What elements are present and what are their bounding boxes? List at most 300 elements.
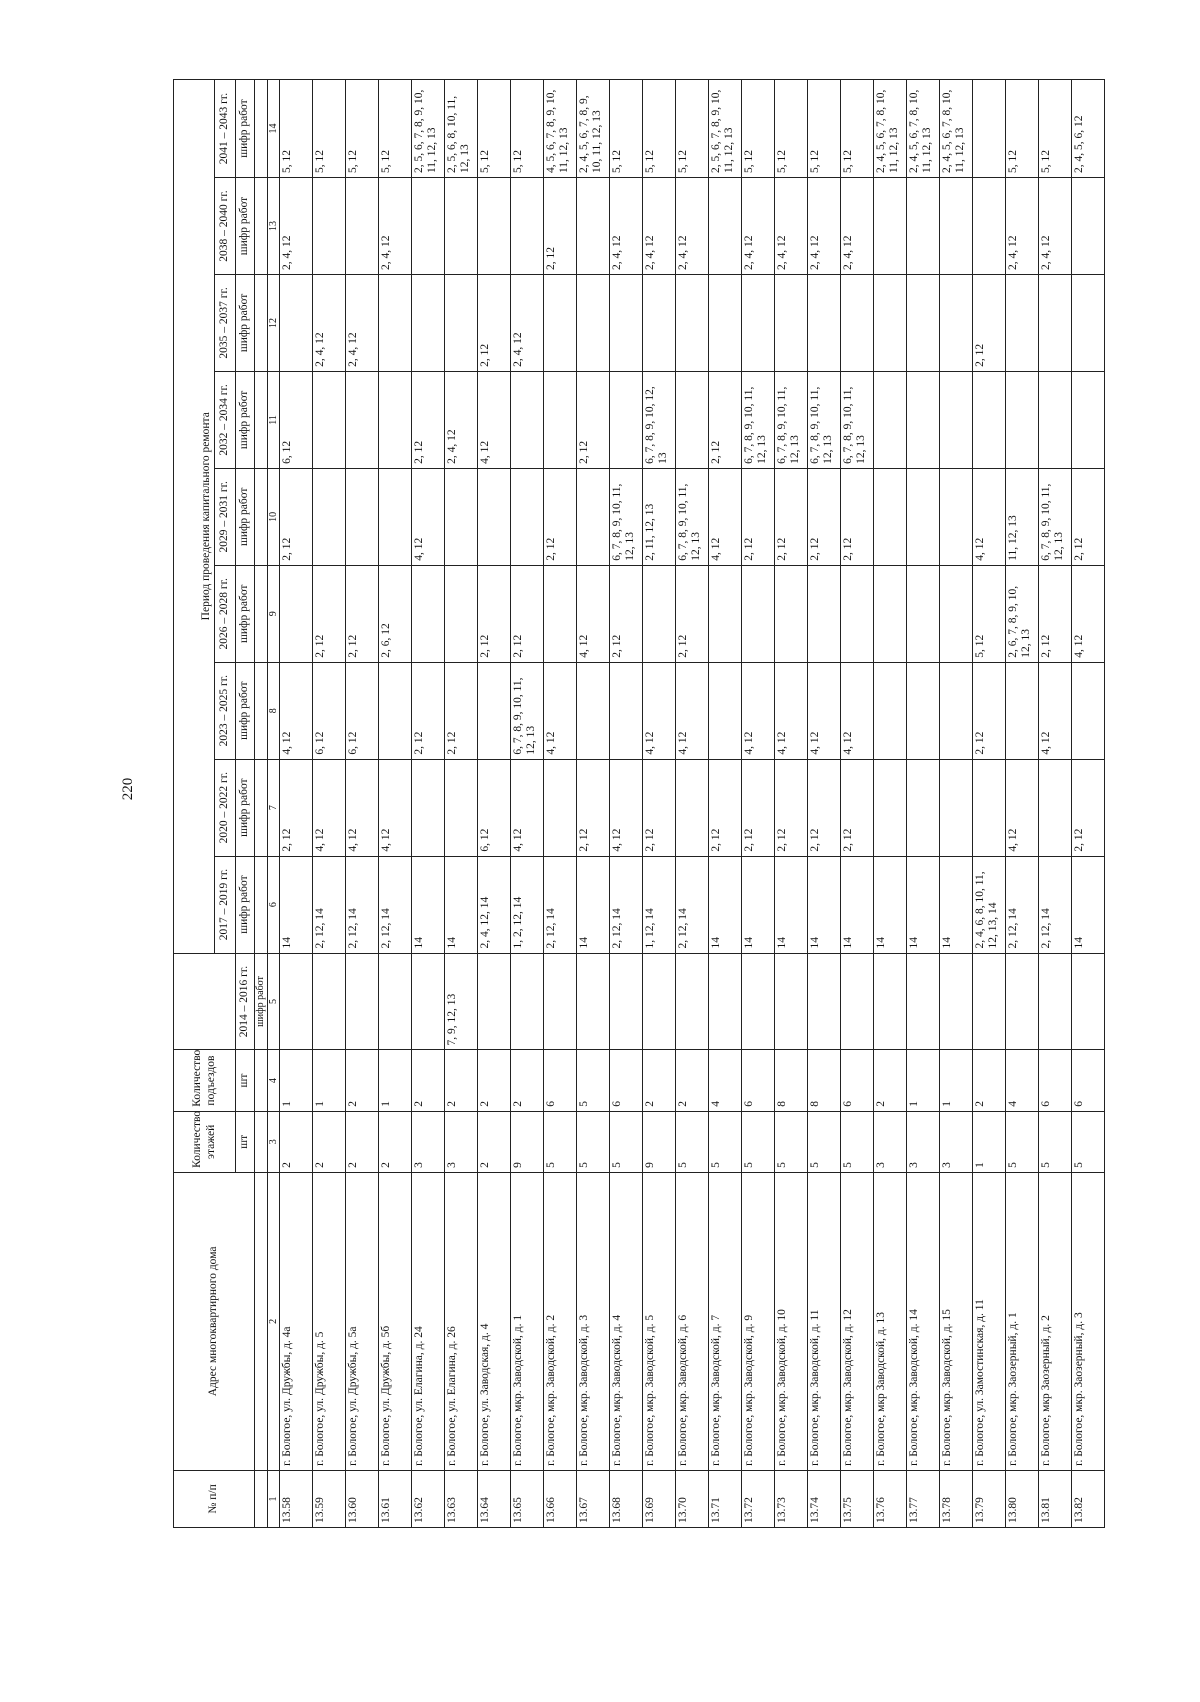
work-codes-cell: 2, 4, 12 [1006,178,1039,275]
floor-count: 5 [709,1111,742,1172]
house-address: г. Бологое, мкр. Заводской, д. 7 [709,1172,742,1470]
work-codes-cell [1072,662,1105,759]
house-address: г. Бологое, мкр. Заводской, д. 1 [511,1172,544,1470]
work-codes-cell: 6, 7, 8, 9, 10, 11, 12, 13 [841,371,874,468]
work-codes-cell [940,371,973,468]
work-codes-cell: 11, 12, 13 [1006,468,1039,565]
work-codes-cell [610,274,643,371]
work-codes-cell [610,371,643,468]
work-codes-cell: 2, 4, 12 [346,274,379,371]
entrance-count: 2 [676,1050,709,1111]
work-codes-cell: 2, 5, 6, 8, 10, 11, 12, 13 [445,80,478,178]
floor-count: 2 [280,1111,313,1172]
entrance-count: 1 [907,1050,940,1111]
work-codes-cell [907,953,940,1050]
work-codes-cell: 4, 12 [1039,662,1072,759]
header-entrances: Количество подъездов [174,1050,236,1111]
table-row [313,80,346,1528]
work-codes-cell [676,371,709,468]
entrance-count: 1 [940,1050,973,1111]
floor-count: 5 [1072,1111,1105,1172]
work-codes-cell [610,953,643,1050]
work-codes-cell [478,468,511,565]
entrance-count: 6 [544,1050,577,1111]
work-codes-cell [280,274,313,371]
work-codes-cell [709,178,742,275]
work-codes-cell [643,565,676,662]
entrance-count: 2 [874,1050,907,1111]
header-floors: Количество этажей [174,1111,236,1172]
work-codes-cell: 2, 12, 14 [379,856,412,953]
header-year: 2026 – 2028 гг. [215,565,236,662]
row-number: 13.67 [577,1470,610,1527]
header-blank [255,178,268,275]
house-address: г. Бологое, мкр. Заозерный, д. 3 [1072,1172,1105,1470]
work-codes-cell: 2, 12 [808,468,841,565]
header-work-code: шифр работ [236,856,255,953]
house-address: г. Бологое, ул. Дружбы, д. 4а [280,1172,313,1470]
entrance-count: 8 [775,1050,808,1111]
work-codes-cell [874,953,907,1050]
work-codes-cell: 2, 4, 12 [808,178,841,275]
work-codes-cell: 4, 12 [280,662,313,759]
column-number: 4 [268,1050,280,1111]
header-year: 2035 – 2037 гг. [215,274,236,371]
floor-count: 5 [808,1111,841,1172]
work-codes-cell [346,468,379,565]
work-codes-cell: 2, 12 [610,565,643,662]
work-codes-cell [1006,371,1039,468]
work-codes-cell [874,468,907,565]
entrance-count: 6 [742,1050,775,1111]
column-number-row [268,80,280,1528]
work-codes-cell [742,953,775,1050]
work-codes-cell: 2, 12 [1072,759,1105,856]
floor-count: 3 [445,1111,478,1172]
repair-schedule-table [173,79,1105,1528]
work-codes-cell: 2, 12 [676,565,709,662]
row-number: 13.76 [874,1470,907,1527]
table-row [544,80,577,1528]
table-row [874,80,907,1528]
house-address: г. Бологое, мкр. Заводской, д. 6 [676,1172,709,1470]
floor-count: 3 [940,1111,973,1172]
work-codes-cell [379,953,412,1050]
work-codes-cell: 2, 12 [577,759,610,856]
work-codes-cell [676,953,709,1050]
entrance-count: 1 [313,1050,346,1111]
work-codes-cell [676,274,709,371]
work-codes-cell: 6, 7, 8, 9, 10, 11, 12, 13 [610,468,643,565]
column-number: 7 [268,759,280,856]
work-codes-cell: 2, 12 [478,274,511,371]
work-codes-cell: 2, 12 [346,565,379,662]
table-row [643,80,676,1528]
work-codes-cell: 2, 5, 6, 7, 8, 9, 10, 11, 12, 13 [412,80,445,178]
work-codes-cell: 2, 4, 12 [841,178,874,275]
entrance-count: 2 [511,1050,544,1111]
work-codes-cell: 5, 12 [1006,80,1039,178]
floor-count: 5 [841,1111,874,1172]
entrance-count: 2 [973,1050,1006,1111]
work-codes-cell: 2, 4, 12 [610,178,643,275]
row-number: 13.65 [511,1470,544,1527]
house-address: г. Бологое, ул. Дружбы, д. 5 [313,1172,346,1470]
work-codes-cell: 2, 4, 12 [379,178,412,275]
work-codes-cell: 4, 12 [544,662,577,759]
work-codes-cell: 2, 4, 12 [1039,178,1072,275]
row-number: 13.58 [280,1470,313,1527]
work-codes-cell: 2, 6, 7, 8, 9, 10, 12, 13 [1006,565,1039,662]
work-codes-cell: 6, 7, 8, 9, 10, 11, 12, 13 [511,662,544,759]
row-number: 13.59 [313,1470,346,1527]
work-codes-cell: 2, 4, 12, 14 [478,856,511,953]
work-codes-cell: 4, 12 [379,759,412,856]
work-codes-cell: 5, 12 [511,80,544,178]
floor-count: 3 [907,1111,940,1172]
column-number: 12 [268,274,280,371]
work-codes-cell [973,80,1006,178]
header-num: № п/п [174,1470,255,1527]
work-codes-cell [379,662,412,759]
row-number: 13.71 [709,1470,742,1527]
table-header [174,80,280,1528]
work-codes-cell: 2, 4, 12 [676,178,709,275]
work-codes-cell: 2, 12 [445,662,478,759]
work-codes-cell: 2, 12 [412,371,445,468]
work-codes-cell: 2, 6, 12 [379,565,412,662]
work-codes-cell [709,274,742,371]
work-codes-cell: 4, 12 [412,468,445,565]
work-codes-cell: 7, 9, 12, 13 [445,953,478,1050]
work-codes-cell: 2, 12 [775,468,808,565]
work-codes-cell: 6, 7, 8, 9, 10, 11, 12, 13 [808,371,841,468]
work-codes-cell [412,565,445,662]
work-codes-cell [445,468,478,565]
column-number: 13 [268,178,280,275]
entrance-count: 2 [643,1050,676,1111]
header-year: 2014 – 2016 гг. [236,953,255,1050]
work-codes-cell: 5, 12 [676,80,709,178]
row-number: 13.68 [610,1470,643,1527]
house-address: г. Бологое, ул. Дружбы, д. 5а [346,1172,379,1470]
header-blank [255,274,268,371]
row-number: 13.61 [379,1470,412,1527]
work-codes-cell: 2, 4, 12 [511,274,544,371]
work-codes-cell [742,565,775,662]
entrance-count: 4 [1006,1050,1039,1111]
header-year: 2041 – 2043 гг. [215,80,236,178]
work-codes-cell: 4, 12 [808,662,841,759]
work-codes-cell [775,953,808,1050]
work-codes-cell: 6, 7, 8, 9, 10, 11, 12, 13 [1039,468,1072,565]
header-blank [255,1050,268,1111]
table-row [478,80,511,1528]
work-codes-cell [1039,371,1072,468]
table-row [808,80,841,1528]
table-row [1006,80,1039,1528]
work-codes-cell: 4, 12 [709,468,742,565]
header-work-code: шифр работ [236,565,255,662]
work-codes-cell: 2, 4, 5, 6, 7, 8, 9, 10, 11, 12, 13 [577,80,610,178]
work-codes-cell: 14 [841,856,874,953]
work-codes-cell: 4, 12 [478,371,511,468]
work-codes-cell [577,953,610,1050]
house-address: г. Бологое, мкр Заводской, д. 13 [874,1172,907,1470]
header-year: 2023 – 2025 гг. [215,662,236,759]
work-codes-cell [973,759,1006,856]
header-work-code: шифр работ [255,953,268,1050]
floor-count: 2 [346,1111,379,1172]
column-number: 10 [268,468,280,565]
work-codes-cell: 14 [577,856,610,953]
table-row [775,80,808,1528]
work-codes-cell: 2, 12 [313,565,346,662]
work-codes-cell [412,759,445,856]
work-codes-cell [907,759,940,856]
work-codes-cell [379,468,412,565]
column-number: 2 [268,1172,280,1470]
work-codes-cell: 2, 4, 12 [775,178,808,275]
work-codes-cell [907,371,940,468]
work-codes-cell: 4, 12 [742,662,775,759]
work-codes-cell: 2, 12 [577,371,610,468]
work-codes-cell [907,178,940,275]
work-codes-cell: 4, 12 [775,662,808,759]
work-codes-cell: 5, 12 [808,80,841,178]
work-codes-cell [445,178,478,275]
work-codes-cell [313,371,346,468]
work-codes-cell: 14 [940,856,973,953]
work-codes-cell [907,662,940,759]
work-codes-cell [841,565,874,662]
work-codes-cell: 2, 12 [808,759,841,856]
work-codes-cell [1006,274,1039,371]
work-codes-cell [445,759,478,856]
work-codes-cell: 2, 12 [775,759,808,856]
house-address: г. Бологое, ул. Замостинская, д. 11 [973,1172,1006,1470]
work-codes-cell: 2, 12 [973,662,1006,759]
floor-count: 2 [478,1111,511,1172]
work-codes-cell: 14 [1072,856,1105,953]
house-address: г. Бологое, ул. Дружбы, д. 5б [379,1172,412,1470]
work-codes-cell [874,371,907,468]
work-codes-cell [709,565,742,662]
column-number: 3 [268,1111,280,1172]
header-work-code: шифр работ [236,468,255,565]
floor-count: 3 [412,1111,445,1172]
header-unit: шт [236,1111,255,1172]
page-number: 220 [120,777,136,801]
work-codes-cell [1039,759,1072,856]
row-number: 13.78 [940,1470,973,1527]
table-body [280,80,1105,1528]
row-number: 13.74 [808,1470,841,1527]
work-codes-cell: 4, 12 [1006,759,1039,856]
work-codes-cell [1039,274,1072,371]
work-codes-cell [775,565,808,662]
work-codes-cell: 14 [808,856,841,953]
work-codes-cell: 5, 12 [775,80,808,178]
work-codes-cell: 2, 4, 5, 6, 12 [1072,80,1105,178]
work-codes-cell [280,953,313,1050]
work-codes-cell [1072,371,1105,468]
header-blank [255,856,268,953]
entrance-count: 2 [412,1050,445,1111]
floor-count: 3 [874,1111,907,1172]
table-row [709,80,742,1528]
header-year: 2017 – 2019 гг. [215,856,236,953]
floor-count: 5 [775,1111,808,1172]
header-blank [174,953,236,1050]
work-codes-cell: 5, 12 [346,80,379,178]
entrance-count: 8 [808,1050,841,1111]
row-number: 13.75 [841,1470,874,1527]
work-codes-cell [544,371,577,468]
column-number: 6 [268,856,280,953]
work-codes-cell [478,178,511,275]
work-codes-cell [1039,953,1072,1050]
house-address: г. Бологое, мкр. Заводской, д. 3 [577,1172,610,1470]
entrance-count: 2 [445,1050,478,1111]
work-codes-cell: 5, 12 [313,80,346,178]
work-codes-cell: 6, 7, 8, 9, 10, 11, 12, 13 [742,371,775,468]
work-codes-cell: 4, 12 [313,759,346,856]
table-row [841,80,874,1528]
work-codes-cell: 4, 5, 6, 7, 8, 9, 10, 11, 12, 13 [544,80,577,178]
work-codes-cell [940,468,973,565]
work-codes-cell: 2, 12, 14 [1006,856,1039,953]
work-codes-cell [412,178,445,275]
work-codes-cell [313,178,346,275]
floor-count: 5 [1006,1111,1039,1172]
column-number: 1 [268,1470,280,1527]
work-codes-cell: 2, 12 [280,468,313,565]
capital-repair-schedule [173,79,1197,1528]
work-codes-cell: 6, 7, 8, 9, 10, 11, 12, 13 [775,371,808,468]
work-codes-cell [346,953,379,1050]
house-address: г. Бологое, мкр. Заводской, д. 15 [940,1172,973,1470]
work-codes-cell [346,371,379,468]
work-codes-cell [511,953,544,1050]
row-number: 13.63 [445,1470,478,1527]
work-codes-cell [478,662,511,759]
work-codes-cell: 6, 12 [280,371,313,468]
row-number: 13.70 [676,1470,709,1527]
header-year: 2029 – 2031 гг. [215,468,236,565]
row-number: 13.72 [742,1470,775,1527]
header-unit: шт [236,1050,255,1111]
work-codes-cell [511,371,544,468]
work-codes-cell: 2, 4, 12 [313,274,346,371]
floor-count: 2 [379,1111,412,1172]
header-work-code: шифр работ [236,371,255,468]
work-codes-cell [577,178,610,275]
table-row [940,80,973,1528]
work-codes-cell [577,274,610,371]
header-blank [255,662,268,759]
header-work-code: шифр работ [236,178,255,275]
work-codes-cell: 2, 12 [709,371,742,468]
entrance-count: 6 [1039,1050,1072,1111]
work-codes-cell [676,759,709,856]
work-codes-cell: 4, 12 [643,662,676,759]
header-work-code: шифр работ [236,274,255,371]
column-number: 14 [268,80,280,178]
header-blank [255,565,268,662]
row-number: 13.64 [478,1470,511,1527]
work-codes-cell: 2, 12 [412,662,445,759]
work-codes-cell [775,274,808,371]
work-codes-cell [1072,953,1105,1050]
work-codes-cell [874,178,907,275]
work-codes-cell: 5, 12 [643,80,676,178]
work-codes-cell [379,371,412,468]
house-address: г. Бологое, мкр Заозерный, д. 2 [1039,1172,1072,1470]
row-number: 13.69 [643,1470,676,1527]
work-codes-cell [280,565,313,662]
work-codes-cell [511,178,544,275]
work-codes-cell [973,371,1006,468]
house-address: г. Бологое, ул. Елагина, д. 24 [412,1172,445,1470]
floor-count: 5 [742,1111,775,1172]
entrance-count: 6 [610,1050,643,1111]
work-codes-cell: 2, 4, 12 [742,178,775,275]
work-codes-cell: 2, 4, 12 [445,371,478,468]
table-row [907,80,940,1528]
work-codes-cell: 4, 12 [610,759,643,856]
work-codes-cell: 5, 12 [1039,80,1072,178]
work-codes-cell [841,953,874,1050]
work-codes-cell: 6, 12 [478,759,511,856]
row-number: 13.66 [544,1470,577,1527]
header-address: Адрес многоквартирного дома [174,1172,255,1470]
work-codes-cell: 2, 4, 12 [280,178,313,275]
row-number: 13.79 [973,1470,1006,1527]
work-codes-cell: 2, 12 [1039,565,1072,662]
work-codes-cell: 2, 12 [742,759,775,856]
work-codes-cell [1072,178,1105,275]
header-year: 2038 – 2040 гг. [215,178,236,275]
work-codes-cell: 4, 12 [973,468,1006,565]
table-row [445,80,478,1528]
work-codes-cell [643,953,676,1050]
work-codes-cell [445,565,478,662]
work-codes-cell: 2, 12, 14 [1039,856,1072,953]
house-address: г. Бологое, мкр. Заводской, д. 9 [742,1172,775,1470]
work-codes-cell [544,759,577,856]
work-codes-cell: 2, 12 [478,565,511,662]
table-row [610,80,643,1528]
header-blank [255,371,268,468]
row-number: 13.82 [1072,1470,1105,1527]
work-codes-cell [808,953,841,1050]
work-codes-cell [874,662,907,759]
work-codes-cell [841,274,874,371]
work-codes-cell: 4, 12 [676,662,709,759]
row-number: 13.80 [1006,1470,1039,1527]
header-work-code: шифр работ [236,80,255,178]
work-codes-cell [379,274,412,371]
work-codes-cell: 2, 12 [742,468,775,565]
work-codes-cell: 5, 12 [478,80,511,178]
header-year: 2032 – 2034 гг. [215,371,236,468]
work-codes-cell: 1, 2, 12, 14 [511,856,544,953]
work-codes-cell: 14 [412,856,445,953]
work-codes-cell: 2, 4, 12 [643,178,676,275]
work-codes-cell [940,565,973,662]
work-codes-cell [808,274,841,371]
